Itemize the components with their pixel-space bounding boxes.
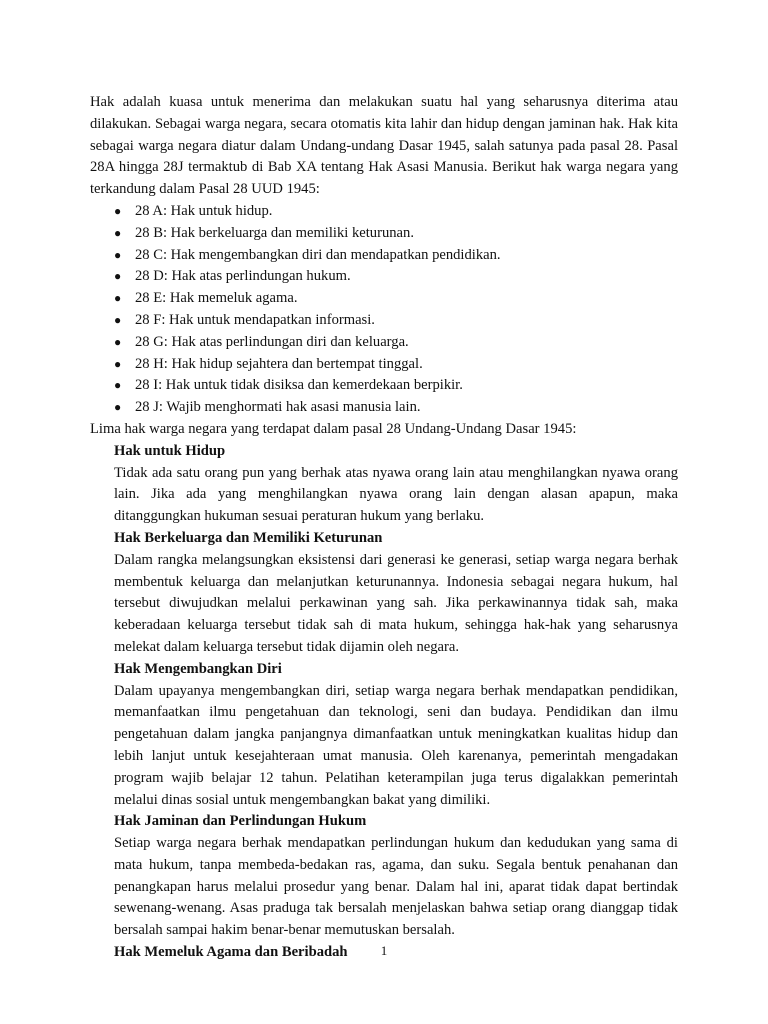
list-item [90, 332, 678, 354]
section-body: Tidak ada satu orang pun yang berhak atas nyawa orang lain atau menghilangkan nyawa orang lain. Jika ada yang menghilangkan nyawa orang lain dengan alasan apapun, maka ditanggungkan hukuman sesuai peraturan hukum yang berlaku. [114, 464, 678, 525]
list-item-text: 28 A: Hak untuk hidup. [135, 202, 273, 219]
bullet-icon: ● [114, 400, 122, 415]
page-number: 1 [380, 943, 388, 958]
list-item [90, 288, 678, 310]
section-body: Dalam upayanya mengembangkan diri, setiap warga negara berhak mendapatkan pendidikan, memanfaatkan ilmu pengetahuan dan teknologi, seni dan budaya. Pendidikan dan ilmu pengetahuan dalam jangka panjangnya dimanfaatkan untuk meningkatkan kualitas hidup dan lebih lanjut untuk kesejahteraan umat manusia. Oleh karenanya, pemerintah mengadakan program wajib belajar 12 tahun. Pelatihan keterampilan juga terus digalakkan pemerintah melalui dinas sosial untuk mengembangkan bakat yang dimiliki. [114, 682, 678, 808]
bullet-icon: ● [114, 203, 122, 218]
bullet-icon: ● [114, 356, 122, 371]
section-heading: Hak Jaminan dan Perlindungan Hukum [114, 813, 367, 830]
bullet-icon: ● [114, 225, 122, 240]
list-item-text: 28 C: Hak mengembangkan diri dan mendapatkan pendidikan. [135, 246, 501, 263]
section-legal-protection [90, 811, 678, 942]
list-item-text: 28 G: Hak atas perlindungan diri dan keluarga. [135, 333, 409, 350]
bullet-icon: ● [114, 378, 122, 393]
list-item [90, 266, 678, 288]
list-item [90, 245, 678, 267]
list-item-text: 28 J: Wajib menghormati hak asasi manusia lain. [135, 399, 421, 416]
intro-paragraph: Hak adalah kuasa untuk menerima dan melakukan suatu hal yang seharusnya diterima atau dilakukan. Sebagai warga negara, secara otomatis kita lahir dan hidup dengan jaminan hak. Hak kita sebagai warga negara diatur dalam Undang-undang Dasar 1945, salah satunya pada pasal 28. Pasal 28A hingga 28J termaktub di Bab XA tentang Hak Asasi Manusia. Berikut hak warga negara yang terkandung dalam Pasal 28 UUD 1945: [90, 94, 678, 198]
section-heading: Hak Berkeluarga dan Memiliki Keturunan [114, 529, 383, 546]
section-self-development [90, 659, 678, 812]
section-heading: Hak Memeluk Agama dan Beribadah [114, 944, 348, 961]
list-item [90, 397, 678, 419]
bullet-icon: ● [114, 291, 122, 306]
lead-paragraph: Lima hak warga negara yang terdapat dalam pasal 28 Undang-Undang Dasar 1945: [90, 420, 577, 437]
list-item-text: 28 I: Hak untuk tidak disiksa dan kemerdekaan berpikir. [135, 377, 463, 394]
bullet-icon: ● [114, 269, 122, 284]
bullet-icon: ● [114, 312, 122, 327]
bullet-icon: ● [114, 334, 122, 349]
list-item-text: 28 B: Hak berkeluarga dan memiliki keturunan. [135, 224, 414, 241]
list-item [90, 310, 678, 332]
list-item [90, 223, 678, 245]
section-body: Dalam rangka melangsungkan eksistensi dari generasi ke generasi, setiap warga negara berhak membentuk keluarga dan melanjutkan keturunannya. Indonesia sebagai negara hukum, hal tersebut diwujudkan melalui perkawinan yang sah. Jika perkawinannya tidak sah, maka keberadaan keluarga tersebut tidak sah di mata hukum, sehingga hak-hak yang seharusnya melekat dalam keluarga tersebut tidak dijamin oleh negara. [114, 551, 678, 655]
list-item-text: 28 F: Hak untuk mendapatkan informasi. [135, 311, 375, 328]
bullet-icon: ● [114, 247, 122, 262]
list-item-text: 28 D: Hak atas perlindungan hukum. [135, 268, 351, 285]
rights-list [90, 201, 678, 419]
document-page [90, 92, 678, 964]
section-heading: Hak untuk Hidup [114, 442, 226, 459]
list-item-text: 28 E: Hak memeluk agama. [135, 290, 298, 307]
section-body: Setiap warga negara berhak mendapatkan perlindungan hukum dan kedudukan yang sama di mata hukum, tanpa membeda-bedakan ras, agama, dan suku. Segala bentuk penahanan dan penangkapan harus melalui prosedur yang benar. Dalam hal ini, aparat tidak dapat bertindak sewenang-wenang. Asas praduga tak bersalah menjelaskan bahwa setiap orang dianggap tidak bersalah sampai hakim benar-benar memutuskan bersalah. [114, 835, 678, 939]
section-family-rights [90, 528, 678, 659]
list-item [90, 201, 678, 223]
list-item [90, 354, 678, 376]
list-item-text: 28 H: Hak hidup sejahtera dan bertempat tinggal. [135, 355, 423, 372]
list-item [90, 375, 678, 397]
section-right-to-life [90, 441, 678, 528]
section-heading: Hak Mengembangkan Diri [114, 660, 282, 677]
